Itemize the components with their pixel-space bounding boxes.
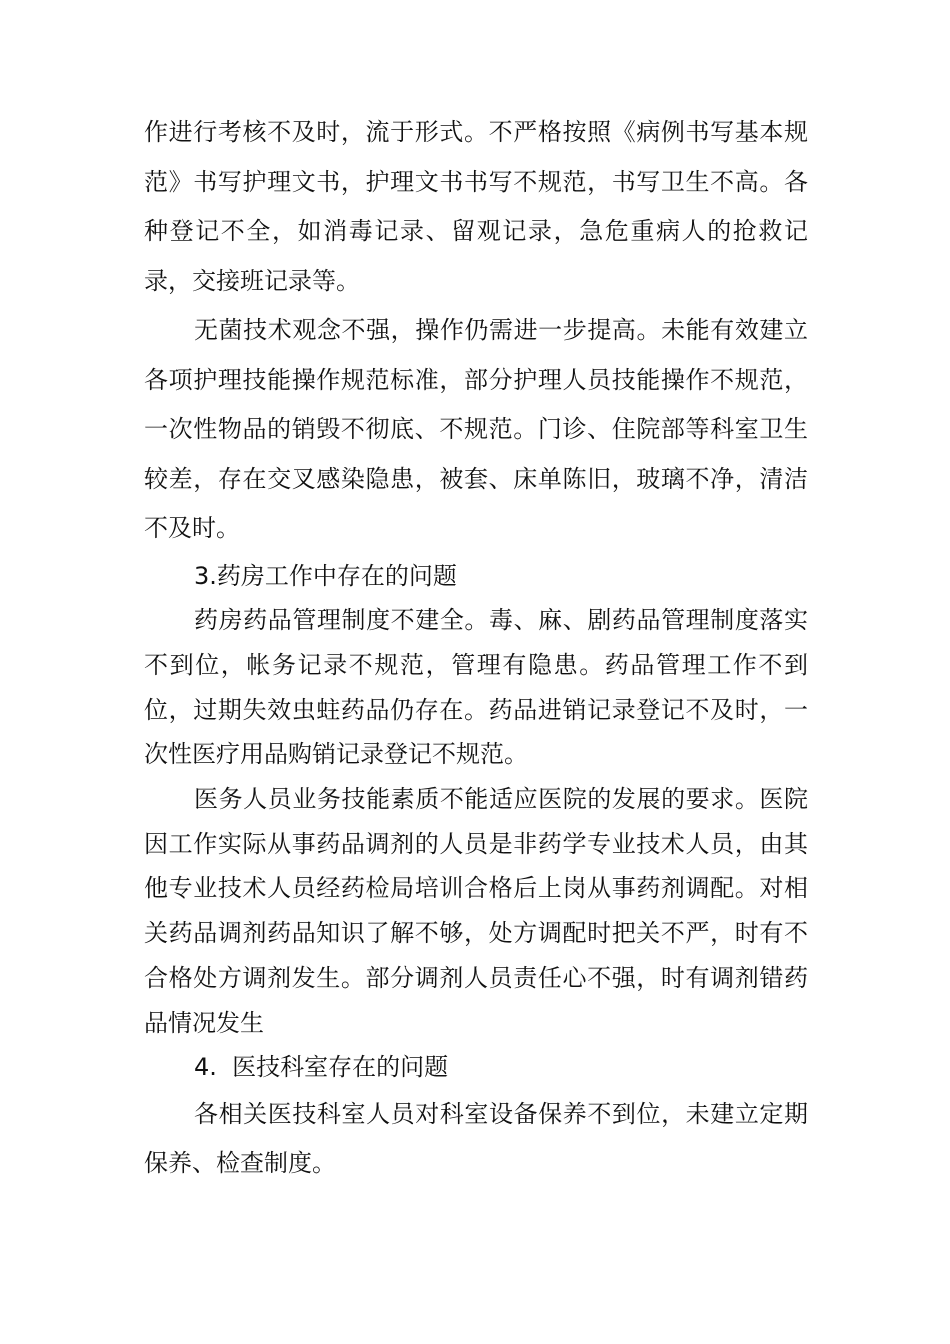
paragraph-equipment-maintenance: 各相关医技科室人员对科室设备保养不到位，未建立定期保养、检查制度。 xyxy=(144,1099,808,1178)
document-page xyxy=(144,108,808,1189)
heading-pharmacy-problems: 3.药房工作中存在的问题 xyxy=(194,561,457,590)
paragraph-aseptic-technique: 无菌技术观念不强，操作仍需进一步提高。未能有效建立各项护理技能操作规范标准，部分护理人员技能操作不规范，一次性物品的销毁不彻底、不规范。门诊、住院部等科室卫生较差，存在交叉感染隐患，被套、床单陈旧，玻璃不净，清洁不及时。 xyxy=(144,316,808,542)
heading-medical-technology-problems: 4. 医技科室存在的问题 xyxy=(194,1053,449,1082)
paragraph-nursing-records: 作进行考核不及时，流于形式。不严格按照《病例书写基本规范》书写护理文书，护理文书书写不规范，书写卫生不高。各种登记不全，如消毒记录、留观记录，急危重病人的抢救记录，交接班记录等。 xyxy=(144,118,808,295)
paragraph-pharmacy-management: 药房药品管理制度不建全。毒、麻、剧药品管理制度落实不到位，帐务记录不规范，管理有隐患。药品管理工作不到位，过期失效虫蛀药品仍存在。药品进销记录登记不及时，一次性医疗用品购销记录登记不规范。 xyxy=(144,606,808,769)
paragraph-staff-skills: 医务人员业务技能素质不能适应医院的发展的要求。医院因工作实际从事药品调剂的人员是非药学专业技术人员，由其他专业技术人员经药检局培训合格后上岗从事药剂调配。对相关药品调剂药品知识了解不够，处方调配时把关不严，时有不合格处方调剂发生。部分调剂人员责任心不强，时有调剂错药品情况发生 xyxy=(144,785,808,1037)
